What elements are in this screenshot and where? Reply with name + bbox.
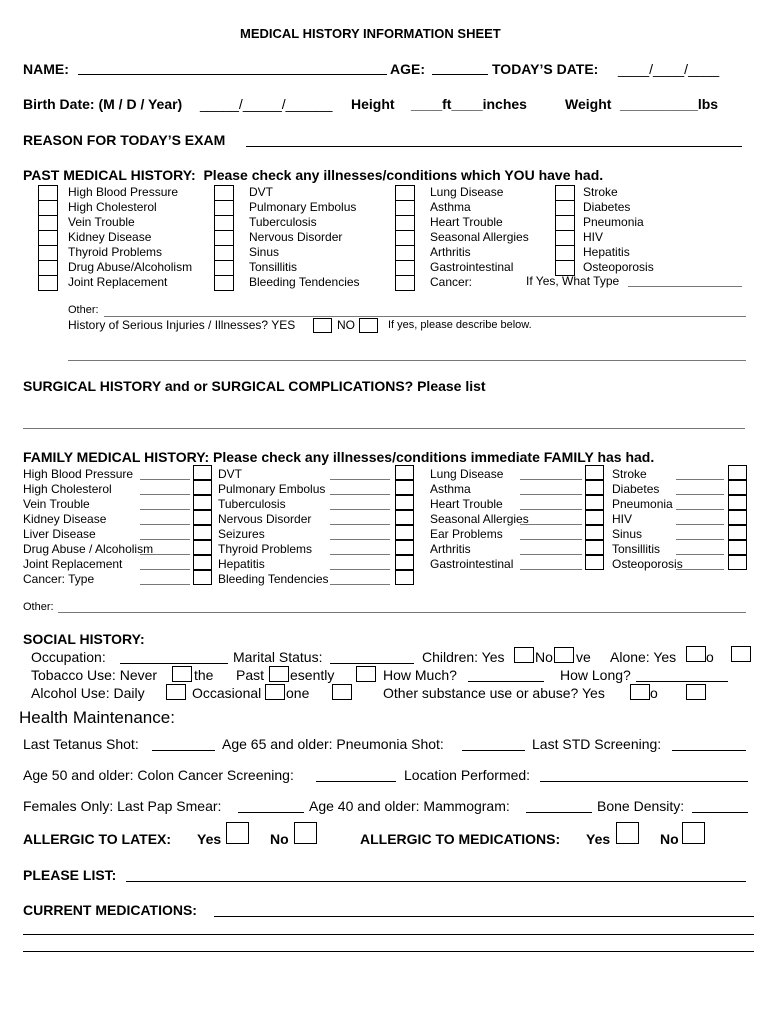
family-ear-problems-line <box>520 539 582 540</box>
past-tuberculosis-label: Tuberculosis <box>249 215 317 229</box>
family-seasonal-allergies-checkbox[interactable] <box>585 510 604 525</box>
past-kidney-disease-label: Kidney Disease <box>68 230 152 244</box>
past-kidney-disease-checkbox[interactable] <box>38 230 58 246</box>
past-hepatitis-label: Hepatitis <box>583 245 630 259</box>
past-stroke-label: Stroke <box>583 185 618 199</box>
family-cancer-type-checkbox[interactable] <box>193 570 212 585</box>
tetanus-label: Last Tetanus Shot: <box>23 736 139 752</box>
current-medications-field[interactable] <box>214 916 754 917</box>
family-seasonal-allergies-label: Seasonal Allergies <box>430 512 529 526</box>
family-joint-replacement-label: Joint Replacement <box>23 557 123 571</box>
past-stroke-checkbox[interactable] <box>555 185 575 201</box>
past-seasonal-allergies-label: Seasonal Allergies <box>430 230 529 244</box>
children-yes-checkbox[interactable] <box>514 647 534 663</box>
location-label: Location Performed: <box>404 767 531 783</box>
children-ve-text: ve <box>576 649 591 665</box>
past-cancer-checkbox[interactable] <box>395 275 415 291</box>
past-high-blood-pressure-label: High Blood Pressure <box>68 185 179 199</box>
past-bleeding-tendencies-checkbox[interactable] <box>214 275 234 291</box>
family-drug-abuse-alcoholism-checkbox[interactable] <box>193 540 212 555</box>
family-cancer-type-line <box>140 584 190 585</box>
alcohol-label: Alcohol Use: Daily <box>31 685 145 701</box>
social-heading: SOCIAL HISTORY: <box>23 631 145 647</box>
todays-date-field[interactable]: ____/____/____ <box>618 61 720 77</box>
family-stroke-checkbox[interactable] <box>728 465 747 480</box>
other-substance-yes-checkbox[interactable] <box>630 684 650 700</box>
injuries-no-label: NO <box>337 318 355 332</box>
how-much-field[interactable] <box>468 681 544 682</box>
past-gastrointestinal-label: Gastrointestinal <box>430 260 514 274</box>
tobacco-never-checkbox[interactable] <box>172 666 192 682</box>
current-medications-line-3[interactable] <box>23 951 754 952</box>
family-heart-trouble-checkbox[interactable] <box>585 495 604 510</box>
family-dvt-line <box>330 479 390 480</box>
past-high-blood-pressure-checkbox[interactable] <box>38 185 58 201</box>
medications-no-checkbox[interactable] <box>682 822 705 844</box>
alone-yes-checkbox[interactable] <box>686 646 706 662</box>
alcohol-none-checkbox[interactable] <box>332 684 352 700</box>
height-field[interactable]: ____ft____inches <box>411 96 527 112</box>
past-dvt-label: DVT <box>249 185 273 199</box>
family-osteoporosis-checkbox[interactable] <box>728 555 747 570</box>
past-heart-trouble-checkbox[interactable] <box>395 215 415 231</box>
family-sinus-line <box>676 539 724 540</box>
family-gastrointestinal-checkbox[interactable] <box>585 555 604 570</box>
medications-no-label: No <box>660 831 679 847</box>
bone-label: Bone Density: <box>597 798 685 814</box>
family-arthritis-label: Arthritis <box>430 542 471 556</box>
past-heart-trouble-label: Heart Trouble <box>430 215 503 229</box>
family-arthritis-line <box>520 554 582 555</box>
family-kidney-disease-checkbox[interactable] <box>193 510 212 525</box>
past-hiv-checkbox[interactable] <box>555 230 575 246</box>
past-lung-disease-label: Lung Disease <box>430 185 504 199</box>
family-seizures-line <box>330 539 390 540</box>
family-pneumonia-checkbox[interactable] <box>728 495 747 510</box>
injuries-yes-checkbox[interactable] <box>313 318 332 333</box>
family-high-blood-pressure-label: High Blood Pressure <box>23 467 134 481</box>
family-ear-problems-checkbox[interactable] <box>585 525 604 540</box>
family-hepatitis-checkbox[interactable] <box>395 555 414 570</box>
family-drug-abuse-alcoholism-label: Drug Abuse / Alcoholism <box>23 542 154 556</box>
family-gastrointestinal-line <box>520 569 582 570</box>
past-tuberculosis-checkbox[interactable] <box>214 215 234 231</box>
past-tonsillitis-label: Tonsillitis <box>249 260 298 274</box>
past-drug-abuse-alcoholism-label: Drug Abuse/Alcoholism <box>68 260 193 274</box>
other-substance-o-text: o <box>650 685 658 701</box>
weight-label: Weight <box>565 96 612 112</box>
past-tonsillitis-checkbox[interactable] <box>214 260 234 276</box>
occupation-field[interactable] <box>120 663 228 664</box>
past-thyroid-problems-checkbox[interactable] <box>38 245 58 261</box>
colon-label: Age 50 and older: Colon Cancer Screening: <box>23 767 294 783</box>
family-seasonal-allergies-line <box>520 524 582 525</box>
family-osteoporosis-line <box>676 569 724 570</box>
family-liver-disease-label: Liver Disease <box>23 527 96 541</box>
family-vein-trouble-label: Vein Trouble <box>23 497 90 511</box>
weight-field[interactable]: __________lbs <box>620 96 719 112</box>
children-label: Children: Yes <box>422 649 505 665</box>
family-asthma-checkbox[interactable] <box>585 480 604 495</box>
marital-field[interactable] <box>330 663 414 664</box>
page-title: MEDICAL HISTORY INFORMATION SHEET <box>240 26 501 41</box>
past-diabetes-checkbox[interactable] <box>555 200 575 216</box>
family-gastrointestinal-label: Gastrointestinal <box>430 557 514 571</box>
injuries-describe-text: If yes, please describe below. <box>388 319 532 331</box>
family-bleeding-tendencies-line <box>330 584 390 585</box>
family-osteoporosis-label: Osteoporosis <box>612 557 683 571</box>
alone-no-checkbox[interactable] <box>731 646 751 662</box>
past-arthritis-checkbox[interactable] <box>395 245 415 261</box>
past-sinus-checkbox[interactable] <box>214 245 234 261</box>
height-label: Height <box>351 96 395 112</box>
family-other-field[interactable] <box>58 612 746 613</box>
occupation-label: Occupation: <box>31 649 106 665</box>
mammogram-label: Age 40 and older: Mammogram: <box>309 798 510 814</box>
cancer-type-label: If Yes, What Type <box>526 274 620 288</box>
family-nervous-disorder-line <box>330 524 390 525</box>
past-bleeding-tendencies-label: Bleeding Tendencies <box>249 275 360 289</box>
family-diabetes-checkbox[interactable] <box>728 480 747 495</box>
colon-field[interactable] <box>316 781 396 782</box>
past-lung-disease-checkbox[interactable] <box>395 185 415 201</box>
past-pulmonary-embolus-checkbox[interactable] <box>214 200 234 216</box>
family-sinus-checkbox[interactable] <box>728 525 747 540</box>
please-list-label: PLEASE LIST: <box>23 867 117 883</box>
family-pneumonia-label: Pneumonia <box>612 497 673 511</box>
health-maintenance-heading: Health Maintenance: <box>19 708 175 727</box>
past-asthma-checkbox[interactable] <box>395 200 415 216</box>
alcohol-none-text: one <box>286 685 310 701</box>
pneumonia-label: Age 65 and older: Pneumonia Shot: <box>222 736 444 752</box>
past-pneumonia-checkbox[interactable] <box>555 215 575 231</box>
family-other-label: Other: <box>23 601 54 613</box>
latex-label: ALLERGIC TO LATEX: <box>23 831 172 847</box>
family-drug-abuse-alcoholism-line <box>140 554 190 555</box>
past-seasonal-allergies-checkbox[interactable] <box>395 230 415 246</box>
alcohol-daily-checkbox[interactable] <box>166 684 186 700</box>
past-pneumonia-label: Pneumonia <box>583 215 644 229</box>
family-diabetes-line <box>676 494 724 495</box>
todays-date-label: TODAY’S DATE: <box>492 61 599 77</box>
family-high-blood-pressure-checkbox[interactable] <box>193 465 212 480</box>
family-dvt-label: DVT <box>218 467 242 481</box>
name-label: NAME: <box>23 61 69 77</box>
tobacco-past-checkbox[interactable] <box>269 666 289 682</box>
past-gastrointestinal-checkbox[interactable] <box>395 260 415 276</box>
how-long-label: How Long? <box>560 667 631 683</box>
family-cancer-type-label: Cancer: Type <box>23 572 95 586</box>
family-heart-trouble-line <box>520 509 582 510</box>
family-bleeding-tendencies-checkbox[interactable] <box>395 570 414 585</box>
std-field[interactable] <box>672 750 746 751</box>
reason-field[interactable] <box>246 146 742 147</box>
injuries-no-checkbox[interactable] <box>359 318 378 333</box>
family-history-heading: FAMILY MEDICAL HISTORY: Please check any illnesses/conditions immediate FAMILY has had. <box>23 449 655 465</box>
past-dvt-checkbox[interactable] <box>214 185 234 201</box>
alcohol-occasional-checkbox[interactable] <box>265 684 285 700</box>
family-hiv-checkbox[interactable] <box>728 510 747 525</box>
family-tonsillitis-label: Tonsillitis <box>612 542 661 556</box>
medications-yes-label: Yes <box>586 831 611 847</box>
family-high-blood-pressure-line <box>140 479 190 480</box>
family-high-cholesterol-label: High Cholesterol <box>23 482 112 496</box>
name-field[interactable] <box>78 74 387 75</box>
family-stroke-line <box>676 479 724 480</box>
past-high-cholesterol-checkbox[interactable] <box>38 200 58 216</box>
past-thyroid-problems-label: Thyroid Problems <box>68 245 163 259</box>
family-bleeding-tendencies-label: Bleeding Tendencies <box>218 572 329 586</box>
past-arthritis-label: Arthritis <box>430 245 471 259</box>
medications-yes-checkbox[interactable] <box>616 822 639 844</box>
family-high-cholesterol-checkbox[interactable] <box>193 480 212 495</box>
family-ear-problems-label: Ear Problems <box>430 527 503 541</box>
alone-o-text: o <box>706 649 714 665</box>
tobacco-present-checkbox[interactable] <box>356 666 376 682</box>
birth-date-field[interactable]: _____/_____/______ <box>200 96 333 112</box>
latex-yes-checkbox[interactable] <box>226 822 249 844</box>
family-joint-replacement-line <box>140 569 190 570</box>
medications-allergy-label: ALLERGIC TO MEDICATIONS: <box>360 831 561 847</box>
family-kidney-disease-label: Kidney Disease <box>23 512 107 526</box>
family-nervous-disorder-label: Nervous Disorder <box>218 512 312 526</box>
family-lung-disease-label: Lung Disease <box>430 467 504 481</box>
family-arthritis-checkbox[interactable] <box>585 540 604 555</box>
marital-label: Marital Status: <box>233 649 323 665</box>
family-tonsillitis-line <box>676 554 724 555</box>
family-kidney-disease-line <box>140 524 190 525</box>
family-pulmonary-embolus-line <box>330 494 390 495</box>
surgical-heading: SURGICAL HISTORY and or SURGICAL COMPLICATIONS? Please list <box>23 378 486 394</box>
family-thyroid-problems-label: Thyroid Problems <box>218 542 313 556</box>
past-cancer-label: Cancer: <box>430 275 473 289</box>
pneumonia-field[interactable] <box>462 750 525 751</box>
how-long-field[interactable] <box>636 681 728 682</box>
past-joint-replacement-checkbox[interactable] <box>38 275 58 291</box>
family-tonsillitis-checkbox[interactable] <box>728 540 747 555</box>
age-field[interactable] <box>432 74 488 75</box>
past-joint-replacement-label: Joint Replacement <box>68 275 168 289</box>
tobacco-present-text: esently <box>290 667 335 683</box>
family-pulmonary-embolus-checkbox[interactable] <box>395 480 414 495</box>
birth-date-label: Birth Date: (M / D / Year) <box>23 96 183 112</box>
other-substance-no-checkbox[interactable] <box>686 684 706 700</box>
location-field[interactable] <box>540 781 748 782</box>
how-much-label: How Much? <box>383 667 457 683</box>
pap-field[interactable] <box>238 812 304 813</box>
past-history-heading: PAST MEDICAL HISTORY: Please check any illnesses/conditions which YOU have had. <box>23 167 604 183</box>
past-pulmonary-embolus-label: Pulmonary Embolus <box>249 200 357 214</box>
family-seizures-label: Seizures <box>218 527 265 541</box>
age-label: AGE: <box>390 61 425 77</box>
past-hepatitis-checkbox[interactable] <box>555 245 575 261</box>
other-substance-label: Other substance use or abuse? Yes <box>383 685 605 701</box>
family-high-cholesterol-line <box>140 494 190 495</box>
family-lung-disease-checkbox[interactable] <box>585 465 604 480</box>
family-hiv-label: HIV <box>612 512 633 526</box>
current-medications-label: CURRENT MEDICATIONS: <box>23 902 197 918</box>
family-pneumonia-line <box>676 509 724 510</box>
injuries-description-field[interactable] <box>68 360 746 361</box>
past-high-cholesterol-label: High Cholesterol <box>68 200 157 214</box>
family-hepatitis-line <box>330 569 390 570</box>
tetanus-field[interactable] <box>152 750 215 751</box>
family-pulmonary-embolus-label: Pulmonary Embolus <box>218 482 326 496</box>
family-tuberculosis-label: Tuberculosis <box>218 497 286 511</box>
alone-label: Alone: Yes <box>610 649 677 665</box>
family-hiv-line <box>676 524 724 525</box>
alcohol-occasional-label: Occasional <box>192 685 262 701</box>
family-sinus-label: Sinus <box>612 527 643 541</box>
past-vein-trouble-label: Vein Trouble <box>68 215 135 229</box>
family-hepatitis-label: Hepatitis <box>218 557 265 571</box>
past-drug-abuse-alcoholism-checkbox[interactable] <box>38 260 58 276</box>
family-tuberculosis-line <box>330 509 390 510</box>
tobacco-label: Tobacco Use: Never <box>31 667 158 683</box>
children-no-label: No <box>535 649 553 665</box>
children-no-checkbox[interactable] <box>554 647 574 663</box>
past-asthma-label: Asthma <box>430 200 471 214</box>
family-stroke-label: Stroke <box>612 467 647 481</box>
family-asthma-label: Asthma <box>430 482 471 496</box>
family-diabetes-label: Diabetes <box>612 482 660 496</box>
tobacco-past-label: Past <box>236 667 265 683</box>
past-other-field[interactable] <box>104 316 746 317</box>
cancer-type-field[interactable] <box>628 286 742 287</box>
past-osteoporosis-label: Osteoporosis <box>583 260 654 274</box>
latex-no-label: No <box>270 831 289 847</box>
surgical-field[interactable] <box>23 428 745 429</box>
family-vein-trouble-checkbox[interactable] <box>193 495 212 510</box>
bone-field[interactable] <box>692 812 748 813</box>
reason-label: REASON FOR TODAY’S EXAM <box>23 132 226 148</box>
past-hiv-label: HIV <box>583 230 604 244</box>
family-asthma-line <box>520 494 582 495</box>
family-tuberculosis-checkbox[interactable] <box>395 495 414 510</box>
family-nervous-disorder-checkbox[interactable] <box>395 510 414 525</box>
past-other-label: Other: <box>68 304 99 316</box>
family-thyroid-problems-checkbox[interactable] <box>395 540 414 555</box>
past-nervous-disorder-checkbox[interactable] <box>214 230 234 246</box>
past-sinus-label: Sinus <box>249 245 280 259</box>
family-lung-disease-line <box>520 479 582 480</box>
family-vein-trouble-line <box>140 509 190 510</box>
tobacco-the-text: the <box>194 667 214 683</box>
family-joint-replacement-checkbox[interactable] <box>193 555 212 570</box>
injuries-label: History of Serious Injuries / Illnesses? YES <box>68 318 296 332</box>
past-diabetes-label: Diabetes <box>583 200 631 214</box>
latex-yes-label: Yes <box>197 831 222 847</box>
past-nervous-disorder-label: Nervous Disorder <box>249 230 343 244</box>
mammogram-field[interactable] <box>526 812 592 813</box>
family-dvt-checkbox[interactable] <box>395 465 414 480</box>
family-liver-disease-line <box>140 539 190 540</box>
family-thyroid-problems-line <box>330 554 390 555</box>
pap-label: Females Only: Last Pap Smear: <box>23 798 222 814</box>
current-medications-line-2[interactable] <box>23 934 754 935</box>
latex-no-checkbox[interactable] <box>294 822 317 844</box>
std-label: Last STD Screening: <box>532 736 662 752</box>
past-vein-trouble-checkbox[interactable] <box>38 215 58 231</box>
family-heart-trouble-label: Heart Trouble <box>430 497 503 511</box>
family-liver-disease-checkbox[interactable] <box>193 525 212 540</box>
please-list-field[interactable] <box>126 881 746 882</box>
family-seizures-checkbox[interactable] <box>395 525 414 540</box>
